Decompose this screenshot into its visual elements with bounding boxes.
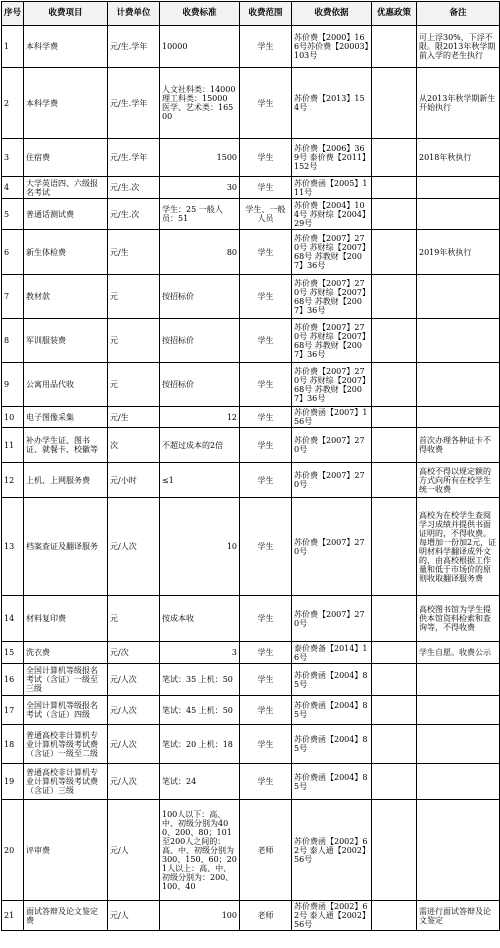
row-basis: 苏价费函【2004】85号 [292,725,372,764]
row-unit: 元/次 [108,642,160,664]
table-row [2,319,500,363]
row-no: 14 [2,596,24,642]
row-note [417,664,500,696]
row-preferential [372,275,417,319]
header-row [2,2,500,26]
row-note [417,199,500,230]
header-no: 序号 [2,2,24,26]
table-row [2,26,500,68]
row-preferential [372,664,417,696]
row-unit: 元 [108,363,160,407]
row-item: 大学英语四、六级报名考试 [24,177,108,199]
row-basis: 泰价费备【2014】16号 [292,642,372,664]
row-no: 7 [2,275,24,319]
row-unit: 元/人次 [108,696,160,725]
row-scope: 学生 [240,230,292,275]
row-standard: 10000 [160,26,240,68]
row-unit: 元/生.学年 [108,139,160,177]
table-row [2,642,500,664]
table-row [2,68,500,139]
row-standard: 不超过成本的2倍 [160,428,240,463]
row-no: 17 [2,696,24,725]
row-preferential [372,498,417,596]
row-basis: 苏价费【2000】166号苏价费【20003】103号 [292,26,372,68]
row-basis: 苏价费【2004】104号 苏财综【2004】29号 [292,199,372,230]
row-scope: 学生 [240,139,292,177]
row-unit: 元/生.学年 [108,68,160,139]
row-scope: 学生 [240,26,292,68]
row-note [417,696,500,725]
row-no: 6 [2,230,24,275]
row-standard: 按招标价 [160,319,240,363]
row-preferential [372,26,417,68]
row-note: 2018年秋执行 [417,139,500,177]
row-scope: 老师 [240,901,292,931]
row-basis: 苏价费【2007】270号 [292,596,372,642]
row-scope: 学生 [240,664,292,696]
row-item: 本科学费 [24,26,108,68]
fee-table [1,1,500,931]
table-row [2,230,500,275]
row-scope: 学生 [240,275,292,319]
header-scope: 收费范围 [240,2,292,26]
row-item: 住宿费 [24,139,108,177]
row-unit: 次 [108,428,160,463]
row-standard: 12 [160,407,240,428]
row-item: 普通高校非计算机专业计算机等级考试费（含证）三级 [24,764,108,800]
table-row [2,363,500,407]
row-note: 可上浮30%，下浮不限。限2013年秋学期前入学的老生执行 [417,26,500,68]
row-basis: 苏价费函【2007】156号 [292,407,372,428]
row-no: 10 [2,407,24,428]
row-note [417,275,500,319]
row-scope: 学生 [240,725,292,764]
row-standard: 学生：25 一般人员：51 [160,199,240,230]
row-item: 面试答辩及论文鉴定费 [24,901,108,931]
row-note [417,319,500,363]
row-item: 本科学费 [24,68,108,139]
table-row [2,275,500,319]
header-note: 备注 [417,2,500,26]
row-preferential [372,230,417,275]
row-item: 补办学生证、图书证、就餐卡、校徽等 [24,428,108,463]
row-scope: 学生 [240,596,292,642]
row-unit: 元 [108,319,160,363]
row-standard: 人文社科类：14000 理工科类：15000 医学、艺术类：16500 [160,68,240,139]
header-basis: 收费依据 [292,2,372,26]
row-basis: 苏价费函【2002】62号 泰人通【2002】56号 [292,800,372,901]
row-basis: 苏价费函【2004】85号 [292,696,372,725]
row-no: 13 [2,498,24,596]
table-row [2,596,500,642]
row-scope: 老师 [240,800,292,901]
row-scope: 学生 [240,463,292,498]
row-standard: 按招标价 [160,363,240,407]
header-item: 收费项目 [24,2,108,26]
row-unit: 元/小时 [108,463,160,498]
table-row [2,199,500,230]
row-no: 16 [2,664,24,696]
row-item: 新生体检费 [24,230,108,275]
row-note [417,800,500,901]
row-note: 需进行面试答辩及论文鉴定 [417,901,500,931]
row-basis: 苏价费函【2002】62号 泰人通【2002】56号 [292,901,372,931]
row-standard: 30 [160,177,240,199]
row-no: 20 [2,800,24,901]
row-note [417,363,500,407]
row-preferential [372,199,417,230]
row-item: 评审费 [24,800,108,901]
row-basis: 苏价费【2007】270号 [292,463,372,498]
row-preferential [372,642,417,664]
table-row [2,901,500,931]
row-note [417,177,500,199]
row-standard: 笔试：35 上机：50 [160,664,240,696]
row-note [417,725,500,764]
header-preferential: 优惠政策 [372,2,417,26]
row-item: 洗衣费 [24,642,108,664]
row-standard: 3 [160,642,240,664]
table-row [2,139,500,177]
row-item: 普通话测试费 [24,199,108,230]
table-row [2,177,500,199]
row-unit: 元/生 [108,407,160,428]
row-no: 3 [2,139,24,177]
row-note: 高校图书馆为学生提供本馆资料检索和查询等，不得收费 [417,596,500,642]
row-scope: 学生 [240,68,292,139]
row-note [417,764,500,800]
row-preferential [372,696,417,725]
table-row [2,498,500,596]
row-preferential [372,407,417,428]
row-scope: 学生 [240,764,292,800]
row-basis: 苏价费【2007】270号 苏财综【2007】68号 苏教财【2007】36号 [292,363,372,407]
row-unit: 元/人 [108,901,160,931]
row-note: 首次办理各种证卡不得收费 [417,428,500,463]
row-preferential [372,901,417,931]
row-no: 11 [2,428,24,463]
row-basis: 苏价费【2007】270号 苏财综【2007】68号 苏教财【2007】36号 [292,275,372,319]
row-unit: 元/人次 [108,498,160,596]
row-item: 材料复印费 [24,596,108,642]
row-note: 高校为在校学生查阅学习成绩并提供书面证明的，不得收费。每增加一份加2元，证明材料学翻译成外文的，由高校根据工作量和低于市场价的原则收取翻译服务费 [417,498,500,596]
row-basis: 苏价费【2013】154号 [292,68,372,139]
row-standard: 1500 [160,139,240,177]
row-scope: 学生 [240,696,292,725]
row-no: 1 [2,26,24,68]
row-preferential [372,363,417,407]
row-basis: 苏价费函【2005】111号 [292,177,372,199]
table-row [2,664,500,696]
row-scope: 学生 [240,428,292,463]
row-no: 12 [2,463,24,498]
row-preferential [372,596,417,642]
row-standard: 笔试：20 上机：18 [160,725,240,764]
row-note: 从2013年秋学期新生开始执行 [417,68,500,139]
row-unit: 元/生.学年 [108,26,160,68]
row-item: 军训服装费 [24,319,108,363]
row-no: 15 [2,642,24,664]
row-no: 21 [2,901,24,931]
row-standard: 按成本收 [160,596,240,642]
row-no: 18 [2,725,24,764]
row-basis: 苏价费【2007】270号 苏财综【2007】68号 苏教财【2007】36号 [292,319,372,363]
table-row [2,764,500,800]
row-preferential [372,764,417,800]
row-standard: 100人以下：高、中、初级分别为400、200、80；101至200人之间的：高、中、初级分别为300、150、60；201人以上：高、中、初级分别为：200、100、40 [160,800,240,901]
row-basis: 苏价费【2007】270号 苏财综【2007】68号 苏教财【2007】36号 [292,230,372,275]
row-item: 公寓用品代收 [24,363,108,407]
row-item: 上机、上网服务费 [24,463,108,498]
row-scope: 学生、一般人员 [240,199,292,230]
row-preferential [372,800,417,901]
row-unit: 元/生 [108,230,160,275]
row-standard: 80 [160,230,240,275]
row-no: 5 [2,199,24,230]
row-standard: 按招标价 [160,275,240,319]
row-item: 电子图像采集 [24,407,108,428]
row-unit: 元/人次 [108,664,160,696]
row-scope: 学生 [240,407,292,428]
row-unit: 元/生.次 [108,177,160,199]
row-no: 2 [2,68,24,139]
row-preferential [372,319,417,363]
row-unit: 元/人 [108,800,160,901]
row-preferential [372,177,417,199]
row-standard: 100 [160,901,240,931]
row-unit: 元/生.次 [108,199,160,230]
row-note [417,407,500,428]
row-no: 19 [2,764,24,800]
row-scope: 学生 [240,319,292,363]
row-basis: 苏价费【2007】270号 [292,428,372,463]
row-basis: 苏价费函【2004】85号 [292,764,372,800]
table-row [2,428,500,463]
table-row [2,407,500,428]
row-no: 8 [2,319,24,363]
row-note: 2019年秋执行 [417,230,500,275]
row-note: 高校不得以规定额的方式向所有在校学生统一收费 [417,463,500,498]
row-unit: 元 [108,275,160,319]
table-row [2,696,500,725]
header-standard: 收费标准 [160,2,240,26]
row-item: 全国计算机等级报名考试（含证）四级 [24,696,108,725]
row-no: 4 [2,177,24,199]
row-basis: 苏价费【2007】270号 [292,498,372,596]
row-scope: 学生 [240,642,292,664]
table-row [2,725,500,764]
row-unit: 元/人次 [108,764,160,800]
row-preferential [372,463,417,498]
row-preferential [372,725,417,764]
row-item: 普通高校非计算机专业计算机等级考试费（含证）一级至二级 [24,725,108,764]
row-preferential [372,68,417,139]
row-scope: 学生 [240,363,292,407]
row-standard: 10 [160,498,240,596]
row-item: 档案查证及翻译服务 [24,498,108,596]
row-standard: 笔试：45 上机：50 [160,696,240,725]
row-preferential [372,428,417,463]
row-standard: 笔试：24 [160,764,240,800]
row-unit: 元/人次 [108,725,160,764]
row-basis: 苏价费【2006】369号 泰价费【2011】152号 [292,139,372,177]
row-item: 教材款 [24,275,108,319]
row-no: 9 [2,363,24,407]
table-row [2,800,500,901]
row-note: 学生自愿。收费公示 [417,642,500,664]
table-row [2,463,500,498]
row-preferential [372,139,417,177]
row-scope: 学生 [240,498,292,596]
header-unit: 计费单位 [108,2,160,26]
row-item: 全国计算机等级报名考试（含证）一级至三级 [24,664,108,696]
row-basis: 苏价费函【2004】85号 [292,664,372,696]
row-scope: 学生 [240,177,292,199]
row-standard: ≤1 [160,463,240,498]
row-unit: 元 [108,596,160,642]
